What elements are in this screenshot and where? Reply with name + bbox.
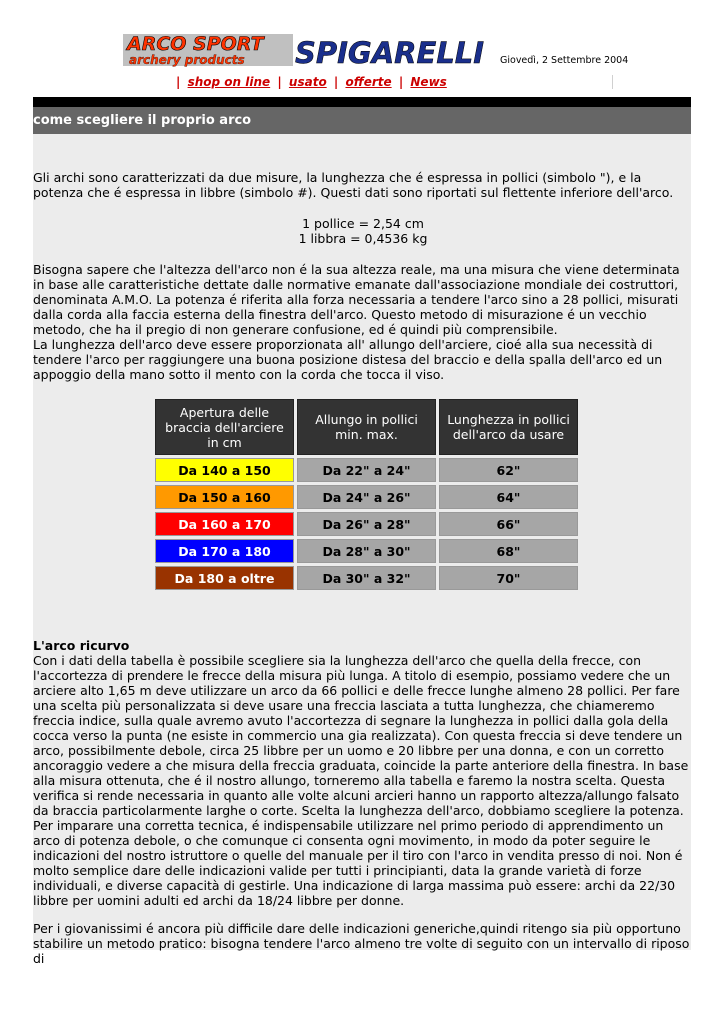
table-row: [155, 485, 578, 509]
arm-span-cell: Da 150 a 160: [155, 485, 294, 509]
svg-text:archery products: archery products: [129, 53, 245, 67]
intro-paragraph: Gli archi sono caratterizzati da due misure, la lunghezza che é espressa in pollici (simbolo "), e la potenza che é espressa in libbre (simbolo #). Questi dati sono riportati sul flettente inferiore dell'arco.: [33, 170, 674, 200]
table-row: [155, 512, 578, 536]
draw-length-cell: Da 26" a 28": [297, 512, 436, 536]
table-header-arm-span: Apertura delle braccia dell'arciere in cm: [155, 399, 294, 455]
svg-text:SPIGARELLI: SPIGARELLI: [295, 36, 485, 68]
top-navigation: | shop on line | usato | offerte | News: [176, 75, 447, 89]
page-title: come scegliere il proprio arco: [33, 113, 252, 128]
table-header-row: [155, 399, 578, 455]
bow-length-cell: 64": [439, 485, 578, 509]
page-title-bar: [33, 107, 691, 134]
bow-length-cell: 70": [439, 566, 578, 590]
recurve-paragraph: Con i dati della tabella è possibile scegliere sia la lunghezza dell'arco che quella della frecce, con l'accortezza di prendere le frecce della misura più lunga. A titolo di esempio, possiamo vedere che un arciere alto 1,65 m deve utilizzare un arco da 66 pollici e delle frecce lunghe almeno 28 pollici. Per fare una scelta più personalizzata si deve usare una freccia lasciata a tutta lunghezza, che chiameremo freccia indice, sulla quale avremo avuto l'accortezza di segnare la lunghezza in pollici dalla gola della cocca verso la punta (ne esiste in commercio una gia realizzata). Con questa freccia si deve tendere un arco, possibilmente debole, circa 25 libbre per un uomo e 20 libbre per una donna, e con un corretto ancoraggio vedere a che misura della freccia graduata, coincide la parte anteriore della finestra. In base alla misura ottenuta, che é il nostro allungo, torneremo alla tabella e faremo la nostra scelta. Questa verifica si rende necessaria in quanto alle volte alcuni arcieri hanno un rapporto altezza/allungo falsato da braccia particolarmente larghe o corte. Scelta la lunghezza dell'arco, dobbiamo scegliere la potenza. Per imparare una corretta tecnica, é indispensabile utilizzare nel primo periodo di apprendimento un arco di potenza debole, o che comunque ci consenta ogni movimento, in modo da poter seguire le indicazioni del nostro istruttore o quelle del manuale per il tiro con l'arco in vendita presso di noi. Non é molto semplice dare delle indicazioni valide per tutti i principianti, data la grande varietà di forze individuali, e diverse capacità di gestirle. Una indicazione di larga massima può essere: archi da 22/30 libbre per uomini adulti ed archi da 18/24 libbre per donne.: [33, 653, 689, 908]
bow-length-cell: 68": [439, 539, 578, 563]
table-row: [155, 539, 578, 563]
arm-span-cell: Da 140 a 150: [155, 458, 294, 482]
draw-length-cell: Da 28" a 30": [297, 539, 436, 563]
table-header-bow-length: Lunghezza in pollici dell'arco da usare: [439, 399, 578, 455]
amo-paragraph: Bisogna sapere che l'altezza dell'arco non é la sua altezza reale, ma una misura che viene determinata in base alle caratteristiche dettate dalle normative emanate dall'associazione mondiale dei costruttori, denominata A.M.O. La potenza é riferita alla forza necessaria a tendere l'arco sino a 28 pollici, misurati dalla corda alla faccia esterna della finestra dell'arco. Questo metodo di misurazione é un vecchio metodo, che ha il pregio di non generare confusione, ed é quindi più comprensibile.: [33, 262, 680, 337]
table-header-draw-length: Allungo in pollici min. max.: [297, 399, 436, 455]
svg-text:ARCO SPORT: ARCO SPORT: [127, 33, 264, 55]
bow-length-cell: 66": [439, 512, 578, 536]
current-date: Giovedì, 2 Settembre 2004: [500, 55, 629, 66]
conversion-inch: 1 pollice = 2,54 cm: [302, 216, 424, 231]
arco-sport-spigarelli-logo[interactable]: [123, 32, 486, 68]
length-paragraph: La lunghezza dell'arco deve essere proporzionata all' allungo dell'arciere, cioé alla sua necessità di tendere l'arco per raggiungere una buona posizione distesa del braccio e della spalla dell'arco ed un appoggio della mano sotto il mento con la corda che tocca il viso.: [33, 337, 663, 382]
nav-link-usato[interactable]: usato: [288, 75, 327, 89]
bow-length-cell: 62": [439, 458, 578, 482]
arm-span-cell: Da 180 a oltre: [155, 566, 294, 590]
recurve-bow-heading: L'arco ricurvo: [33, 638, 130, 653]
bow-size-table: [152, 396, 581, 593]
conversion-pound: 1 libbra = 0,4536 kg: [298, 231, 428, 246]
table-row: [155, 566, 578, 590]
draw-length-cell: Da 30" a 32": [297, 566, 436, 590]
nav-link-news[interactable]: News: [410, 75, 447, 89]
nav-link-offerte[interactable]: offerte: [345, 75, 392, 89]
header-bar: [33, 97, 691, 107]
table-row: [155, 458, 578, 482]
draw-length-cell: Da 22" a 24": [297, 458, 436, 482]
arm-span-cell: Da 170 a 180: [155, 539, 294, 563]
youth-paragraph: Per i giovanissimi é ancora più difficile dare delle indicazioni generiche,quindi ritengo sia più opportuno stabilire un metodo pratico: bisogna tendere l'arco almeno tre volte di seguito con un intervallo di riposo di: [33, 921, 690, 966]
draw-length-cell: Da 24" a 26": [297, 485, 436, 509]
nav-divider: [612, 75, 613, 89]
arm-span-cell: Da 160 a 170: [155, 512, 294, 536]
nav-link-shop-on-line[interactable]: shop on line: [187, 75, 271, 89]
